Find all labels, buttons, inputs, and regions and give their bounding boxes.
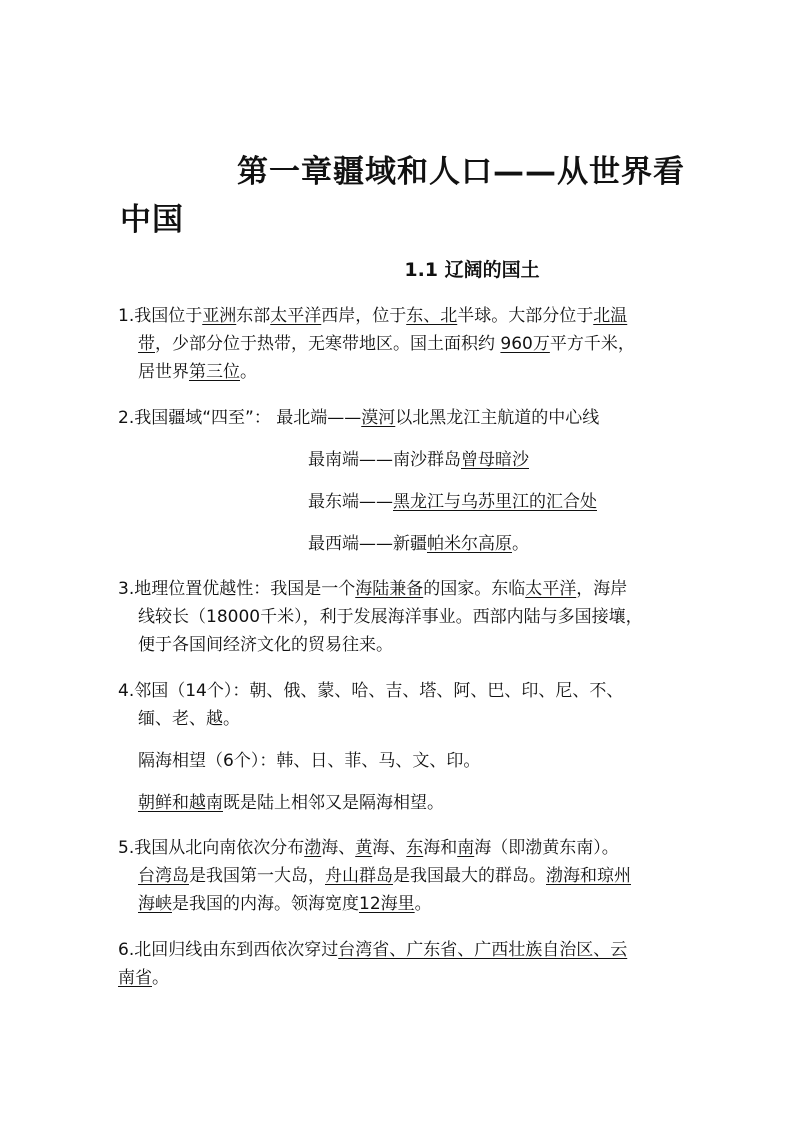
paragraph-4 — [118, 677, 688, 817]
p6-line1: 6.北回归线由东到西依次穿过台湾省、广东省、广西壮族自治区、云 — [118, 940, 628, 960]
p1-line2: 带，少部分位于热带，无寒带地区。国土面积约 960万平方千米， — [138, 334, 635, 354]
p4-line4: 朝鲜和越南既是陆上相邻又是隔海相望。 — [138, 793, 444, 813]
p2-line3: 最东端——黑龙江与乌苏里江的汇合处 — [308, 492, 597, 512]
section-heading: 1.1 辽阔的国土 — [404, 259, 540, 281]
p2-line1: 2.我国疆域“四至”： 最北端——漠河以北黑龙江主航道的中心线 — [118, 408, 600, 428]
chapter-title-line2: 中国 — [120, 202, 184, 238]
paragraph-2 — [118, 404, 688, 558]
paragraph-5 — [118, 834, 688, 918]
p3-line3: 便于各国间经济文化的贸易往来。 — [138, 635, 393, 655]
p2-line2: 最南端——南沙群岛曾母暗沙 — [308, 450, 529, 470]
p1-line1: 1.我国位于亚洲东部太平洋西岸，位于东、北半球。大部分位于北温 — [118, 306, 628, 326]
p4-line3: 隔海相望（6个）：韩、日、菲、马、文、印。 — [138, 751, 481, 771]
paragraph-3 — [118, 575, 688, 659]
p5-line2: 台湾岛是我国第一大岛，舟山群岛是我国最大的群岛。渤海和琼州 — [138, 866, 631, 886]
p5-line3: 海峡是我国的内海。领海宽度12海里。 — [138, 894, 432, 914]
p4-line2: 缅、老、越。 — [138, 709, 240, 729]
chapter-title — [120, 148, 690, 244]
paragraph-6 — [118, 936, 688, 992]
p5-line1: 5.我国从北向南依次分布渤海、黄海、东海和南海（即渤黄东南）。 — [118, 838, 619, 858]
p3-line2: 线较长（18000千米），利于发展海洋事业。西部内陆与多国接壤， — [138, 607, 643, 627]
p4-line1: 4.邻国（14个）：朝、俄、蒙、哈、吉、塔、阿、巴、印、尼、不、 — [118, 681, 624, 701]
p6-line2: 南省。 — [118, 968, 169, 988]
p1-line3: 居世界第三位。 — [138, 362, 257, 382]
chapter-title-line1: 第一章疆域和人口——从世界看 — [237, 154, 685, 190]
p2-line4: 最西端——新疆帕米尔高原。 — [308, 534, 529, 554]
p3-line1: 3.地理位置优越性：我国是一个海陆兼备的国家。东临太平洋，海岸 — [118, 579, 628, 599]
paragraph-1 — [118, 302, 688, 386]
